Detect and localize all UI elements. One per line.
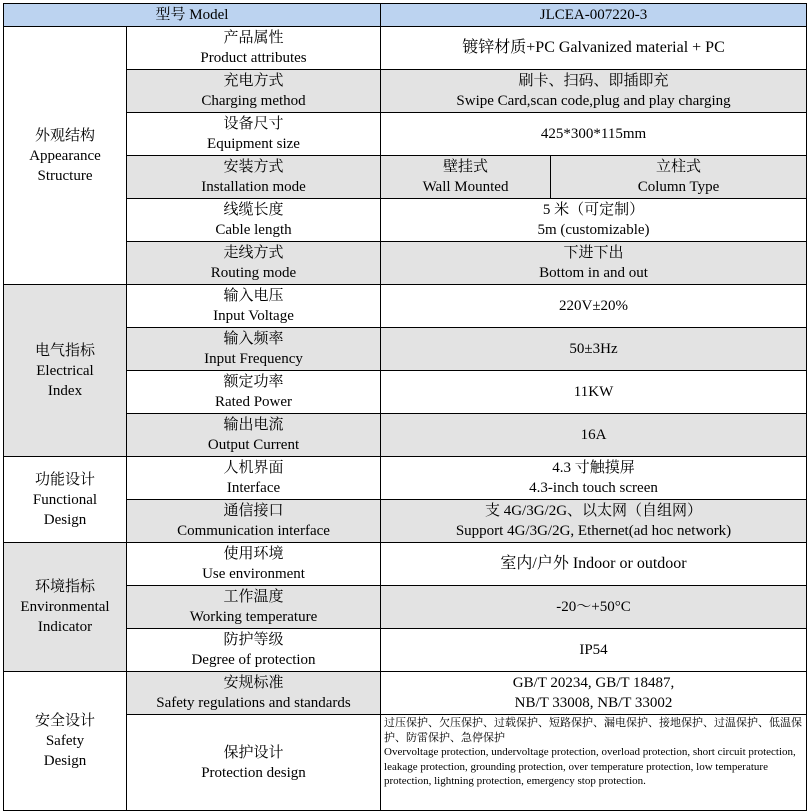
value-protection-design: 过压保护、欠压保护、过载保护、短路保护、漏电保护、接地保护、过温保护、低温保护、防雷保护、急停保护 Overvoltage protection, undervoltage protection, overload protection, short circuit protection, leakage protection, grounding protection, over temperature protection, low temperature protection, lightning protection, emergency stop protection. xyxy=(381,715,807,811)
label-working-temperature: 工作温度 Working temperature xyxy=(127,586,381,629)
label-charging-method: 充电方式 Charging method xyxy=(127,70,381,113)
value-routing-mode: 下进下出 Bottom in and out xyxy=(381,242,807,285)
value-cable-length: 5 米（可定制） 5m (customizable) xyxy=(381,199,807,242)
model-label: 型号 Model xyxy=(4,4,381,27)
value-column-type: 立柱式 Column Type xyxy=(551,156,807,199)
label-product-attributes: 产品属性 Product attributes xyxy=(127,27,381,70)
label-use-environment: 使用环境 Use environment xyxy=(127,543,381,586)
label-protection-design: 保护设计 Protection design xyxy=(127,715,381,811)
value-input-frequency: 50±3Hz xyxy=(381,328,807,371)
value-equipment-size: 425*300*115mm xyxy=(381,113,807,156)
value-output-current: 16A xyxy=(381,414,807,457)
group-environmental: 环境指标 Environmental Indicator xyxy=(4,543,127,672)
model-value: JLCEA-007220-3 xyxy=(381,4,807,27)
label-safety-standards: 安规标准 Safety regulations and standards xyxy=(127,672,381,715)
label-routing-mode: 走线方式 Routing mode xyxy=(127,242,381,285)
value-interface: 4.3 寸触摸屏 4.3-inch touch screen xyxy=(381,457,807,500)
value-rated-power: 11KW xyxy=(381,371,807,414)
value-wall-mounted: 壁挂式 Wall Mounted xyxy=(381,156,551,199)
value-charging-method: 刷卡、扫码、即插即充 Swipe Card,scan code,plug and play charging xyxy=(381,70,807,113)
value-input-voltage: 220V±20% xyxy=(381,285,807,328)
label-input-voltage: 输入电压 Input Voltage xyxy=(127,285,381,328)
group-electrical: 电气指标 Electrical Index xyxy=(4,285,127,457)
value-use-environment: 室内/户外 Indoor or outdoor xyxy=(381,543,807,586)
label-degree-of-protection: 防护等级 Degree of protection xyxy=(127,629,381,672)
label-cable-length: 线缆长度 Cable length xyxy=(127,199,381,242)
label-installation-mode: 安装方式 Installation mode xyxy=(127,156,381,199)
label-output-current: 输出电流 Output Current xyxy=(127,414,381,457)
label-input-frequency: 输入频率 Input Frequency xyxy=(127,328,381,371)
group-safety: 安全设计 Safety Design xyxy=(4,672,127,811)
group-functional: 功能设计 Functional Design xyxy=(4,457,127,543)
value-communication-interface: 支 4G/3G/2G、以太网（自组网） Support 4G/3G/2G, Ethernet(ad hoc network) xyxy=(381,500,807,543)
label-rated-power: 额定功率 Rated Power xyxy=(127,371,381,414)
value-working-temperature: -20～+50°C xyxy=(381,586,807,629)
label-communication-interface: 通信接口 Communication interface xyxy=(127,500,381,543)
value-product-attributes: 镀锌材质+PC Galvanized material + PC xyxy=(381,27,807,70)
value-degree-of-protection: IP54 xyxy=(381,629,807,672)
value-safety-standards: GB/T 20234, GB/T 18487, NB/T 33008, NB/T 33002 xyxy=(381,672,807,715)
group-appearance: 外观结构 Appearance Structure xyxy=(4,27,127,285)
label-equipment-size: 设备尺寸 Equipment size xyxy=(127,113,381,156)
label-interface: 人机界面 Interface xyxy=(127,457,381,500)
spec-table xyxy=(3,3,807,811)
